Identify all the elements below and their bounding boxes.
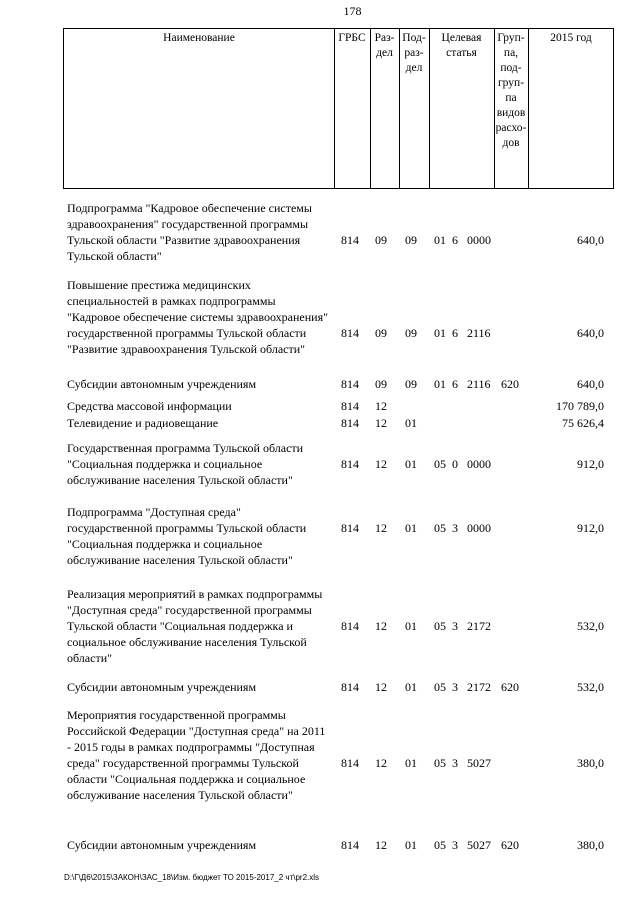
- cell-razdel: 12: [375, 680, 387, 694]
- cell-podrazdel: 01: [405, 416, 417, 430]
- cell-razdel: 12: [375, 619, 387, 633]
- cell-c3: 0000: [467, 233, 491, 247]
- cell-c1: 05: [434, 521, 446, 535]
- cell-grbs: 814: [341, 680, 359, 694]
- cell-c2: 3: [452, 680, 458, 694]
- cell-c2: 6: [452, 326, 458, 340]
- cell-c3: 2116: [467, 377, 491, 391]
- header-name: Наименование: [163, 32, 235, 44]
- cell-c1: 01: [434, 233, 446, 247]
- column-divider: [334, 29, 335, 188]
- header-year: 2015 год: [550, 32, 592, 44]
- page-number: 178: [343, 4, 362, 18]
- cell-vr: 620: [501, 377, 519, 391]
- cell-razdel: 12: [375, 457, 387, 471]
- cell-grbs: 814: [341, 326, 359, 340]
- header-grbs: ГРБС: [338, 32, 366, 44]
- cell-c3: 2172: [467, 619, 491, 633]
- cell-c3: 2172: [467, 680, 491, 694]
- cell-c2: 3: [452, 756, 458, 770]
- cell-c1: 01: [434, 377, 446, 391]
- cell-sum: 532,0: [577, 619, 604, 633]
- cell-c3: 0000: [467, 457, 491, 471]
- cell-podrazdel: 01: [405, 457, 417, 471]
- cell-podrazdel: 09: [405, 233, 417, 247]
- cell-razdel: 12: [375, 399, 387, 413]
- row-name: Телевидение и радиовещание: [67, 416, 219, 430]
- cell-c1: 05: [434, 756, 446, 770]
- cell-grbs: 814: [341, 457, 359, 471]
- cell-podrazdel: 01: [405, 521, 417, 535]
- cell-razdel: 09: [375, 377, 387, 391]
- cell-sum: 640,0: [577, 233, 604, 247]
- cell-podrazdel: 01: [405, 680, 417, 694]
- header-celevaya-statya: Целевая статья: [441, 32, 482, 59]
- cell-podrazdel: 01: [405, 756, 417, 770]
- row-name: Государственная программа Тульской области "Социальная поддержка и социальное обслуживание населения Тульской области": [67, 441, 304, 487]
- cell-c2: 6: [452, 233, 458, 247]
- cell-vr: 620: [501, 838, 519, 852]
- cell-c1: 05: [434, 619, 446, 633]
- cell-razdel: 12: [375, 521, 387, 535]
- cell-podrazdel: 09: [405, 377, 417, 391]
- row-name: Субсидии автономным учреждениям: [67, 838, 257, 852]
- cell-grbs: 814: [341, 377, 359, 391]
- cell-c1: 01: [434, 326, 446, 340]
- row-name: Повышение престижа медицинских специальностей в рамках подпрограммы "Кадровое обеспечение системы здравоохранения" государственной программы Тульской области "Развитие здравоохранения Тульской области": [67, 278, 328, 356]
- cell-razdel: 09: [375, 326, 387, 340]
- cell-c1: 05: [434, 680, 446, 694]
- cell-podrazdel: 09: [405, 326, 417, 340]
- header-gruppa-vidov-rashodov: Груп- па, под- груп- па видов расхо- дов: [495, 32, 527, 149]
- cell-c2: 3: [452, 521, 458, 535]
- header-podrazdel: Под- раз- дел: [402, 32, 426, 74]
- cell-c3: 2116: [467, 326, 491, 340]
- table-header: [63, 28, 614, 189]
- row-name: Мероприятия государственной программы Российской Федерации "Доступная среда" на 2011 - 2015 годы в рамках подпрограммы "Доступная среда" государственной программы Тульской области "Социальная поддержка и социальное обслуживание населения Тульской области": [67, 708, 326, 802]
- cell-razdel: 09: [375, 233, 387, 247]
- cell-sum: 912,0: [577, 521, 604, 535]
- cell-grbs: 814: [341, 416, 359, 430]
- cell-razdel: 12: [375, 416, 387, 430]
- cell-grbs: 814: [341, 399, 359, 413]
- cell-razdel: 12: [375, 838, 387, 852]
- cell-sum: 640,0: [577, 377, 604, 391]
- cell-grbs: 814: [341, 521, 359, 535]
- file-path-footer: D:\Г\Д6\2015\ЗАКОН\ЗАС_18\Изм. бюджет ТО 2015-2017_2 чт\pr2.xls: [64, 873, 320, 882]
- row-name: Средства массовой информации: [67, 399, 232, 413]
- cell-sum: 75 626,4: [562, 416, 604, 430]
- cell-sum: 532,0: [577, 680, 604, 694]
- row-name: Подпрограмма "Кадровое обеспечение системы здравоохранения" государственной программы Тульской области "Развитие здравоохранения Тульской области": [67, 201, 312, 263]
- cell-c1: 05: [434, 457, 446, 471]
- cell-c2: 6: [452, 377, 458, 391]
- row-name: Реализация мероприятий в рамках подпрограммы "Доступная среда" государственной программы Тульской области "Социальная поддержка и социальное обслуживание населения Тульской области": [67, 587, 323, 665]
- cell-sum: 380,0: [577, 838, 604, 852]
- cell-podrazdel: 01: [405, 838, 417, 852]
- row-name: Подпрограмма "Доступная среда" государственной программы Тульской области "Социальная поддержка и социальное обслуживание населения Тульской области": [67, 505, 307, 567]
- cell-grbs: 814: [341, 756, 359, 770]
- cell-c3: 5027: [467, 838, 491, 852]
- cell-grbs: 814: [341, 233, 359, 247]
- cell-podrazdel: 01: [405, 619, 417, 633]
- cell-c2: 3: [452, 619, 458, 633]
- cell-c3: 0000: [467, 521, 491, 535]
- cell-c2: 3: [452, 838, 458, 852]
- cell-sum: 170 789,0: [556, 399, 604, 413]
- cell-grbs: 814: [341, 838, 359, 852]
- cell-c2: 0: [452, 457, 458, 471]
- cell-vr: 620: [501, 680, 519, 694]
- cell-sum: 380,0: [577, 756, 604, 770]
- row-name: Субсидии автономным учреждениям: [67, 377, 257, 391]
- cell-grbs: 814: [341, 619, 359, 633]
- row-name: Субсидии автономным учреждениям: [67, 680, 257, 694]
- column-divider: [528, 29, 529, 188]
- cell-sum: 640,0: [577, 326, 604, 340]
- cell-razdel: 12: [375, 756, 387, 770]
- header-razdel: Раз- дел: [374, 32, 395, 59]
- cell-c1: 05: [434, 838, 446, 852]
- cell-c3: 5027: [467, 756, 491, 770]
- cell-sum: 912,0: [577, 457, 604, 471]
